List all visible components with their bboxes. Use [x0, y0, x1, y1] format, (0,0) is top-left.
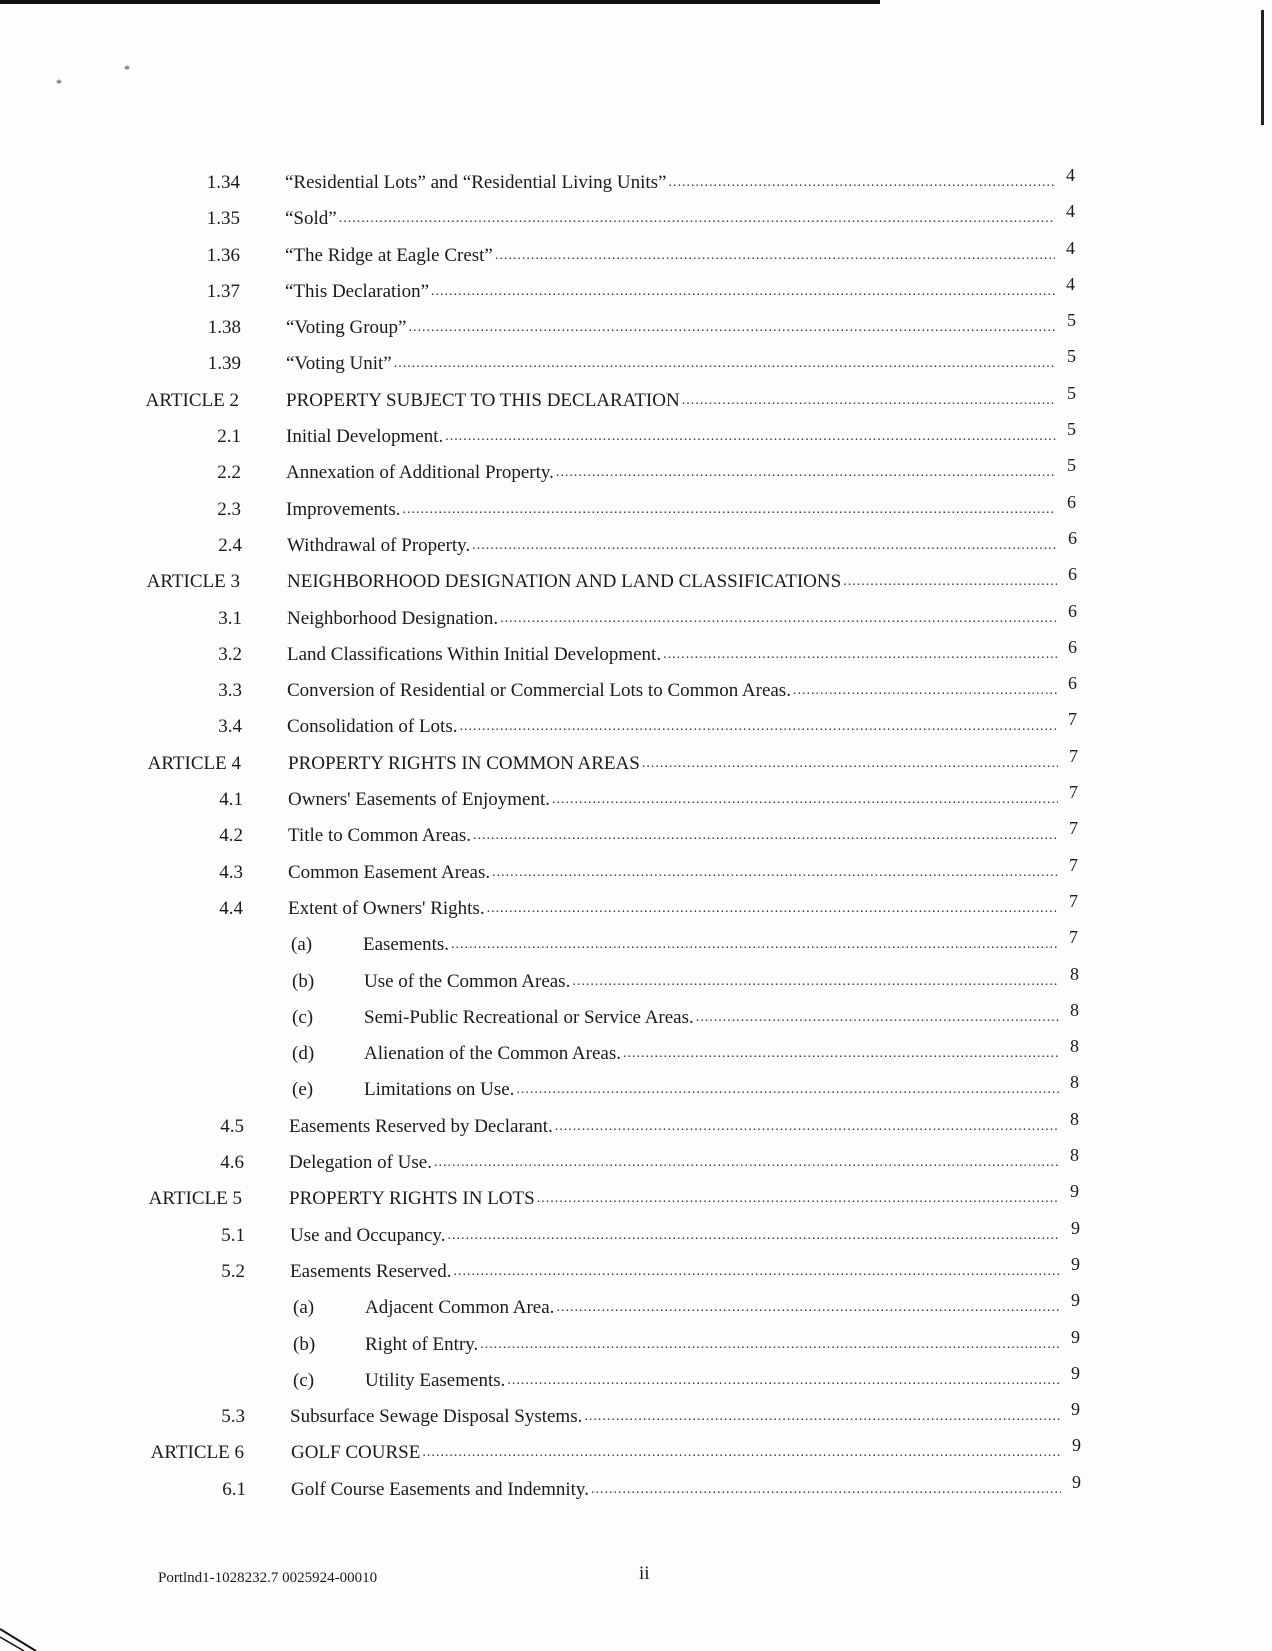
- toc-entry: [365, 1290, 1080, 1319]
- toc-entry: [365, 1326, 1080, 1356]
- toc-row: [0, 1251, 1272, 1287]
- toc-page-number: 5: [1067, 346, 1076, 367]
- toc-dot-leader: [696, 1007, 1059, 1029]
- toc-entry: [287, 673, 1077, 702]
- toc-item-marker: (a): [293, 1297, 315, 1319]
- toc-item-marker: (b): [292, 970, 315, 992]
- toc-dot-leader: [480, 1334, 1060, 1356]
- toc-entry: [288, 782, 1078, 811]
- toc-row: [0, 670, 1272, 706]
- toc-page-number: 8: [1070, 999, 1079, 1020]
- toc-item-marker: (d): [292, 1043, 315, 1065]
- toc-row: [0, 1432, 1272, 1468]
- toc-article-title: PROPERTY SUBJECT TO THIS DECLARATION: [286, 389, 680, 411]
- toc-entry: [290, 1399, 1080, 1428]
- toc-section-number: 3.1: [218, 607, 242, 629]
- table-of-contents: [0, 162, 1272, 1505]
- toc-row: [0, 561, 1272, 597]
- toc-page-number: 9: [1071, 1253, 1080, 1274]
- toc-entry: [287, 709, 1077, 738]
- toc-entry: [286, 419, 1076, 448]
- toc-row: [0, 924, 1272, 960]
- toc-section-number: 1.38: [207, 317, 241, 339]
- toc-page-number: 7: [1069, 854, 1078, 875]
- toc-item-marker: (c): [292, 1006, 314, 1028]
- toc-dot-leader: [492, 862, 1058, 884]
- toc-entry: [285, 165, 1075, 194]
- toc-dot-leader: [682, 390, 1056, 412]
- toc-section-number: 4.5: [220, 1115, 244, 1137]
- toc-row: [0, 1215, 1272, 1251]
- toc-row: [0, 961, 1272, 997]
- toc-section-title: Improvements.: [286, 498, 401, 520]
- toc-section-number: 2.3: [217, 498, 241, 520]
- toc-article-number: ARTICLE 5: [148, 1188, 242, 1210]
- toc-section-title: Limitations on Use.: [364, 1079, 515, 1101]
- toc-page-number: 9: [1071, 1326, 1080, 1347]
- toc-section-number: 4.4: [219, 897, 243, 919]
- toc-item-marker: (a): [291, 934, 313, 956]
- toc-page-number: 8: [1070, 1036, 1079, 1057]
- toc-entry: [287, 527, 1077, 557]
- toc-dot-leader: [623, 1043, 1059, 1065]
- toc-row: [0, 634, 1272, 670]
- toc-entry: [288, 745, 1078, 775]
- toc-section-title: Conversion of Residential or Commercial Lots to Common Areas.: [287, 680, 791, 702]
- toc-section-number: 3.2: [218, 643, 242, 665]
- toc-section-title: Right of Entry.: [365, 1333, 479, 1355]
- toc-row: [0, 343, 1272, 379]
- toc-row: [0, 1106, 1272, 1142]
- toc-dot-leader: [459, 716, 1057, 738]
- toc-section-title: Alienation of the Common Areas.: [364, 1043, 621, 1065]
- toc-dot-leader: [556, 1297, 1060, 1319]
- toc-entry: [364, 999, 1079, 1029]
- toc-dot-leader: [507, 1370, 1060, 1392]
- toc-entry: [289, 1108, 1079, 1138]
- toc-section-title: “Sold”: [285, 208, 337, 230]
- toc-page-number: 5: [1067, 455, 1076, 476]
- toc-section-title: Owners' Easements of Enjoyment.: [288, 789, 550, 811]
- toc-section-title: Adjacent Common Area.: [365, 1297, 555, 1319]
- toc-section-number: 3.4: [218, 716, 242, 738]
- toc-page-number: 7: [1069, 927, 1078, 948]
- toc-article-number: ARTICLE 6: [150, 1442, 244, 1464]
- toc-page-number: 9: [1072, 1435, 1081, 1456]
- toc-dot-leader: [516, 1079, 1059, 1101]
- toc-page-number: 7: [1069, 818, 1078, 839]
- toc-section-title: “This Declaration”: [285, 280, 430, 302]
- toc-entry: [289, 1181, 1079, 1210]
- toc-page-number: 6: [1068, 600, 1077, 621]
- toc-row: [0, 1069, 1272, 1105]
- toc-section-title: “Voting Group”: [286, 317, 407, 339]
- scan-speck: *: [124, 62, 130, 76]
- toc-section-number: 2.4: [218, 534, 242, 556]
- toc-dot-leader: [663, 644, 1057, 666]
- toc-section-title: “Voting Unit”: [286, 353, 392, 375]
- toc-page-number: 7: [1069, 745, 1078, 766]
- toc-page-number: 4: [1066, 273, 1075, 294]
- toc-section-title: “Residential Lots” and “Residential Living Units”: [285, 172, 667, 193]
- toc-page-number: 9: [1072, 1471, 1081, 1492]
- toc-row: [0, 1360, 1272, 1396]
- toc-page-number: 9: [1071, 1290, 1080, 1311]
- toc-section-number: 4.2: [219, 825, 243, 847]
- toc-entry: [286, 310, 1076, 339]
- toc-entry: [288, 890, 1078, 920]
- toc-page-number: 6: [1068, 636, 1077, 657]
- toc-dot-leader: [584, 1406, 1060, 1428]
- toc-page-number: 8: [1070, 1145, 1079, 1166]
- toc-page-number: 9: [1071, 1217, 1080, 1238]
- toc-row: [0, 1469, 1272, 1505]
- toc-section-number: 2.1: [217, 426, 241, 448]
- toc-page-number: 8: [1070, 1072, 1079, 1093]
- toc-entry: [365, 1362, 1080, 1392]
- toc-row: [0, 452, 1272, 488]
- toc-entry: [288, 854, 1078, 884]
- toc-section-title: “The Ridge at Eagle Crest”: [285, 244, 493, 266]
- toc-dot-leader: [409, 317, 1057, 339]
- toc-article-number: ARTICLE 4: [147, 752, 241, 774]
- toc-page-number: 4: [1066, 165, 1075, 185]
- scan-corner-fold: [0, 1607, 60, 1651]
- toc-page-number: 7: [1068, 709, 1077, 730]
- toc-row: [0, 162, 1272, 198]
- toc-section-title: Initial Development.: [286, 426, 444, 448]
- toc-section-title: Delegation of Use.: [289, 1152, 432, 1174]
- toc-row: [0, 1324, 1272, 1360]
- toc-section-title: Easements Reserved.: [290, 1260, 452, 1282]
- toc-row: [0, 380, 1272, 416]
- toc-article-number: ARTICLE 3: [146, 571, 240, 593]
- toc-row: [0, 815, 1272, 851]
- toc-entry: [291, 1435, 1081, 1464]
- toc-dot-leader: [339, 208, 1055, 230]
- footer-document-id: Portlnd1-1028232.7 0025924-00010: [158, 1570, 378, 1586]
- scan-edge-right: [1261, 10, 1264, 125]
- toc-section-title: Subsurface Sewage Disposal Systems.: [290, 1406, 583, 1428]
- toc-article-title: PROPERTY RIGHTS IN LOTS: [289, 1188, 535, 1210]
- toc-row: [0, 271, 1272, 307]
- toc-entry: [286, 382, 1076, 412]
- toc-item-marker: (b): [293, 1333, 316, 1355]
- toc-dot-leader: [572, 971, 1059, 993]
- toc-section-number: 5.2: [221, 1260, 245, 1282]
- toc-page-number: 6: [1068, 527, 1077, 548]
- toc-row: [0, 235, 1272, 271]
- toc-row: [0, 779, 1272, 815]
- toc-entry: [286, 455, 1076, 484]
- toc-page-number: 4: [1066, 237, 1075, 258]
- toc-dot-leader: [555, 1116, 1059, 1138]
- toc-section-number: 5.3: [221, 1406, 245, 1428]
- toc-row: [0, 888, 1272, 924]
- toc-dot-leader: [642, 753, 1058, 775]
- toc-dot-leader: [451, 934, 1058, 956]
- toc-page-number: 6: [1067, 491, 1076, 512]
- toc-section-title: Common Easement Areas.: [288, 861, 491, 883]
- toc-entry: [285, 273, 1075, 303]
- toc-section-number: 4.6: [220, 1152, 244, 1174]
- toc-row: [0, 489, 1272, 525]
- toc-entry: [287, 600, 1077, 630]
- toc-page-number: 8: [1070, 1108, 1079, 1129]
- toc-entry: [287, 564, 1077, 593]
- toc-entry: [364, 1036, 1079, 1065]
- toc-article-title: PROPERTY RIGHTS IN COMMON AREAS: [288, 752, 640, 774]
- toc-dot-leader: [473, 825, 1058, 847]
- toc-row: [0, 598, 1272, 634]
- toc-entry: [364, 1072, 1079, 1101]
- toc-section-number: 6.1: [222, 1478, 246, 1500]
- scan-speck: *: [56, 76, 62, 90]
- toc-dot-leader: [472, 535, 1057, 557]
- toc-section-title: Title to Common Areas.: [288, 825, 471, 847]
- toc-entry: [286, 491, 1076, 521]
- toc-dot-leader: [537, 1188, 1059, 1210]
- scan-edge-top: [0, 0, 880, 4]
- toc-row: [0, 706, 1272, 742]
- toc-entry: [290, 1217, 1080, 1247]
- toc-dot-leader: [487, 898, 1058, 920]
- toc-article-number: ARTICLE 2: [145, 389, 239, 411]
- toc-row: [0, 1178, 1272, 1214]
- toc-dot-leader: [434, 1152, 1059, 1174]
- toc-section-title: Easements Reserved by Declarant.: [289, 1115, 553, 1137]
- toc-entry: [288, 818, 1078, 847]
- toc-section-number: 4.1: [219, 789, 243, 811]
- toc-section-title: Annexation of Additional Property.: [286, 462, 554, 484]
- toc-entry: [364, 963, 1079, 993]
- toc-page-number: 8: [1070, 963, 1079, 984]
- toc-dot-leader: [500, 608, 1057, 630]
- toc-article-title: NEIGHBORHOOD DESIGNATION AND LAND CLASSIFICATIONS: [287, 571, 842, 593]
- toc-article-title: GOLF COURSE: [291, 1442, 421, 1464]
- toc-page-number: 4: [1066, 201, 1075, 222]
- toc-dot-leader: [495, 245, 1055, 267]
- toc-row: [0, 416, 1272, 452]
- toc-section-title: Extent of Owners' Rights.: [288, 897, 485, 919]
- toc-page-number: 9: [1070, 1181, 1079, 1202]
- toc-dot-leader: [447, 1225, 1060, 1247]
- toc-section-title: Use of the Common Areas.: [364, 970, 571, 992]
- toc-item-marker: (c): [293, 1369, 315, 1391]
- toc-section-number: 1.35: [206, 208, 240, 230]
- toc-page-number: 9: [1071, 1399, 1080, 1420]
- toc-section-number: 1.34: [206, 172, 240, 193]
- toc-row: [0, 997, 1272, 1033]
- toc-page-number: 7: [1069, 890, 1078, 911]
- toc-section-number: 4.3: [219, 861, 243, 883]
- toc-entry: [289, 1145, 1079, 1174]
- toc-item-marker: (e): [292, 1079, 314, 1101]
- toc-section-number: 2.2: [217, 462, 241, 484]
- toc-page-number: 5: [1067, 310, 1076, 331]
- toc-dot-leader: [556, 462, 1056, 484]
- toc-section-number: 5.1: [221, 1224, 245, 1246]
- toc-section-number: 1.39: [207, 353, 241, 375]
- toc-dot-leader: [669, 172, 1056, 194]
- toc-section-title: Use and Occupancy.: [290, 1224, 446, 1246]
- toc-entry: [285, 201, 1075, 230]
- toc-page-number: 5: [1067, 419, 1076, 440]
- toc-row: [0, 1033, 1272, 1069]
- toc-row: [0, 525, 1272, 561]
- toc-dot-leader: [394, 353, 1056, 375]
- toc-entry: [290, 1253, 1080, 1283]
- toc-entry: [286, 346, 1076, 375]
- toc-section-number: 1.37: [206, 280, 240, 302]
- toc-dot-leader: [445, 426, 1056, 448]
- toc-dot-leader: [591, 1479, 1061, 1501]
- toc-section-number: 1.36: [206, 244, 240, 266]
- toc-row: [0, 1142, 1272, 1178]
- toc-section-title: Withdrawal of Property.: [287, 534, 471, 556]
- toc-section-title: Consolidation of Lots.: [287, 716, 458, 738]
- toc-section-number: 3.3: [218, 680, 242, 702]
- footer-page-number: ii: [639, 1563, 650, 1584]
- toc-section-title: Utility Easements.: [365, 1369, 506, 1391]
- toc-page-number: 6: [1068, 564, 1077, 585]
- toc-section-title: Golf Course Easements and Indemnity.: [291, 1478, 589, 1500]
- toc-dot-leader: [793, 680, 1057, 702]
- toc-row: [0, 307, 1272, 343]
- toc-row: [0, 1287, 1272, 1323]
- toc-section-title: Semi-Public Recreational or Service Areas.: [364, 1006, 694, 1028]
- toc-entry: [287, 636, 1077, 666]
- toc-section-title: Easements.: [363, 934, 450, 956]
- toc-section-title: Neighborhood Designation.: [287, 607, 499, 629]
- toc-dot-leader: [403, 499, 1056, 521]
- toc-dot-leader: [843, 571, 1057, 593]
- toc-row: [0, 852, 1272, 888]
- toc-page-number: 5: [1067, 382, 1076, 403]
- toc-row: [0, 198, 1272, 234]
- toc-row: [0, 1396, 1272, 1432]
- toc-dot-leader: [453, 1261, 1060, 1283]
- toc-dot-leader: [422, 1442, 1061, 1464]
- toc-entry: [291, 1471, 1081, 1501]
- toc-page-number: 6: [1068, 673, 1077, 694]
- toc-dot-leader: [431, 281, 1055, 303]
- toc-row: [0, 743, 1272, 779]
- toc-page-number: 7: [1069, 782, 1078, 803]
- toc-entry: [363, 927, 1078, 956]
- toc-section-title: Land Classifications Within Initial Development.: [287, 643, 662, 665]
- toc-dot-leader: [552, 789, 1058, 811]
- toc-page-number: 9: [1071, 1362, 1080, 1383]
- toc-entry: [285, 237, 1075, 267]
